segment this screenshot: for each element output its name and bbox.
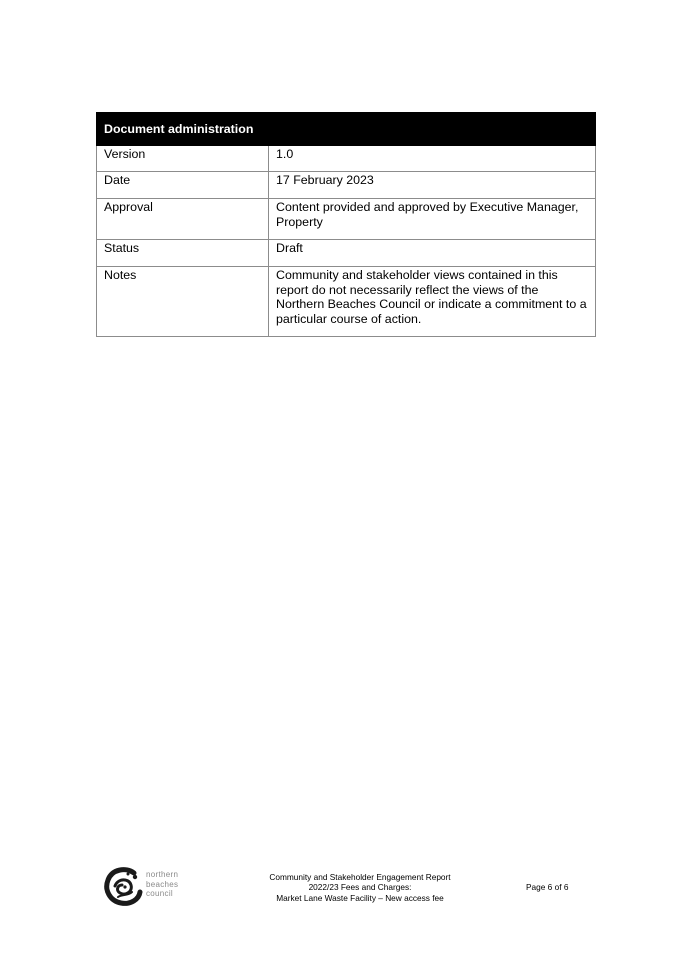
footer-title-line: Community and Stakeholder Engagement Report: [269, 872, 451, 882]
table-row-date: [97, 172, 596, 199]
table-header-row: [97, 113, 596, 146]
footer-title-line: 2022/23 Fees and Charges:: [308, 882, 412, 893]
footer-report-title: [240, 872, 480, 903]
table-row-approval: [97, 199, 596, 240]
row-value: Community and stakeholder views contained in this report do not necessarily reflect the views of the Northern Beaches Council or indicate a commitment to a particular course of action.: [269, 267, 596, 337]
council-logo-icon: [104, 866, 144, 906]
logo-line: northern: [146, 870, 179, 879]
row-label: Notes: [97, 267, 269, 337]
table-row-version: [97, 146, 596, 172]
row-label: Status: [97, 240, 269, 267]
logo-line: council: [146, 889, 174, 898]
page-number: Page 6 of 6: [526, 882, 569, 892]
logo-line: beaches: [146, 879, 179, 889]
council-logo: [104, 866, 204, 908]
row-label: Approval: [97, 199, 269, 240]
footer-title-line: Market Lane Waste Facility – New access fee: [276, 892, 444, 903]
row-label: Version: [97, 146, 269, 172]
logo-text: [146, 870, 178, 899]
document-administration-table: [96, 112, 596, 337]
row-value: Content provided and approved by Executive Manager, Property: [269, 199, 596, 240]
table-row-status: [97, 240, 596, 267]
row-value: Draft: [269, 240, 596, 267]
row-value: 1.0: [269, 146, 596, 172]
table-header: Document administration: [97, 113, 596, 146]
table-row-notes: [97, 267, 596, 337]
row-value: 17 February 2023: [269, 172, 596, 199]
row-label: Date: [97, 172, 269, 199]
